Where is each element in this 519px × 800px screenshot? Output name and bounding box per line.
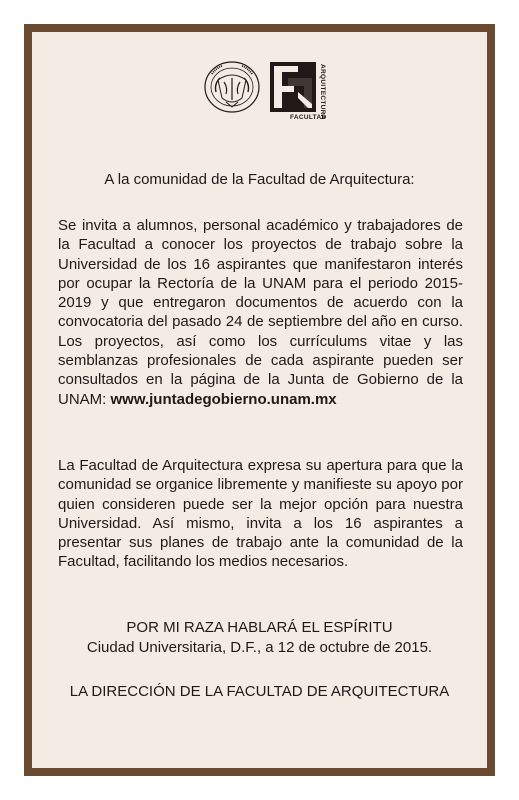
signature: LA DIRECCIÓN DE LA FACULTAD DE ARQUITECTURA — [69, 683, 450, 700]
faculty-logo-text: FACULTAD — [290, 114, 327, 121]
faculty-logo — [268, 60, 332, 124]
motto: POR MI RAZA HABLARÁ EL ESPÍRITU — [126, 619, 393, 636]
salutation: A la comunidad de la Facultad de Arquitectura: — [104, 171, 415, 188]
paragraph-invitation — [58, 216, 463, 409]
faculty-logo-text-vertical: ARQUITECTURA — [319, 64, 326, 120]
notice-page — [24, 24, 495, 776]
logos — [202, 60, 332, 124]
junta-url-link[interactable]: www.juntadegobierno.unam.mx — [110, 390, 337, 408]
unam-seal-icon — [202, 60, 262, 116]
place-date: Ciudad Universitaria, D.F., a 12 de octubre de 2015. — [86, 639, 433, 656]
paragraph-statement: La Facultad de Arquitectura expresa su apertura para que la comunidad se organice libremente y manifieste su apoyo por quien consideren puede ser la mejor opción para nuestra Universidad. Así mismo, invita a los 16 aspirantes a presentar sus planes de trabajo ante la comunidad de la Facultad, facilitando los medios necesarios. — [58, 457, 463, 571]
paragraph-invitation-text: Se invita a alumnos, personal académico y trabajadores de la Facultad a conocer los proyectos de trabajo sobre la Universidad de los 16 aspirantes que manifestaron interés por ocupar la Rectoría de la UNAM para el periodo 2015-2019 y que entregaron documentos de acuerdo con la convocatoria del pasado 24 de septiembre del año en curso. Los proyectos, así como los currículums vitae y las semblanzas profesionales de cada aspirante pueden ser consultados en la página de la Junta de Gobierno de la UNAM: — [58, 217, 463, 408]
